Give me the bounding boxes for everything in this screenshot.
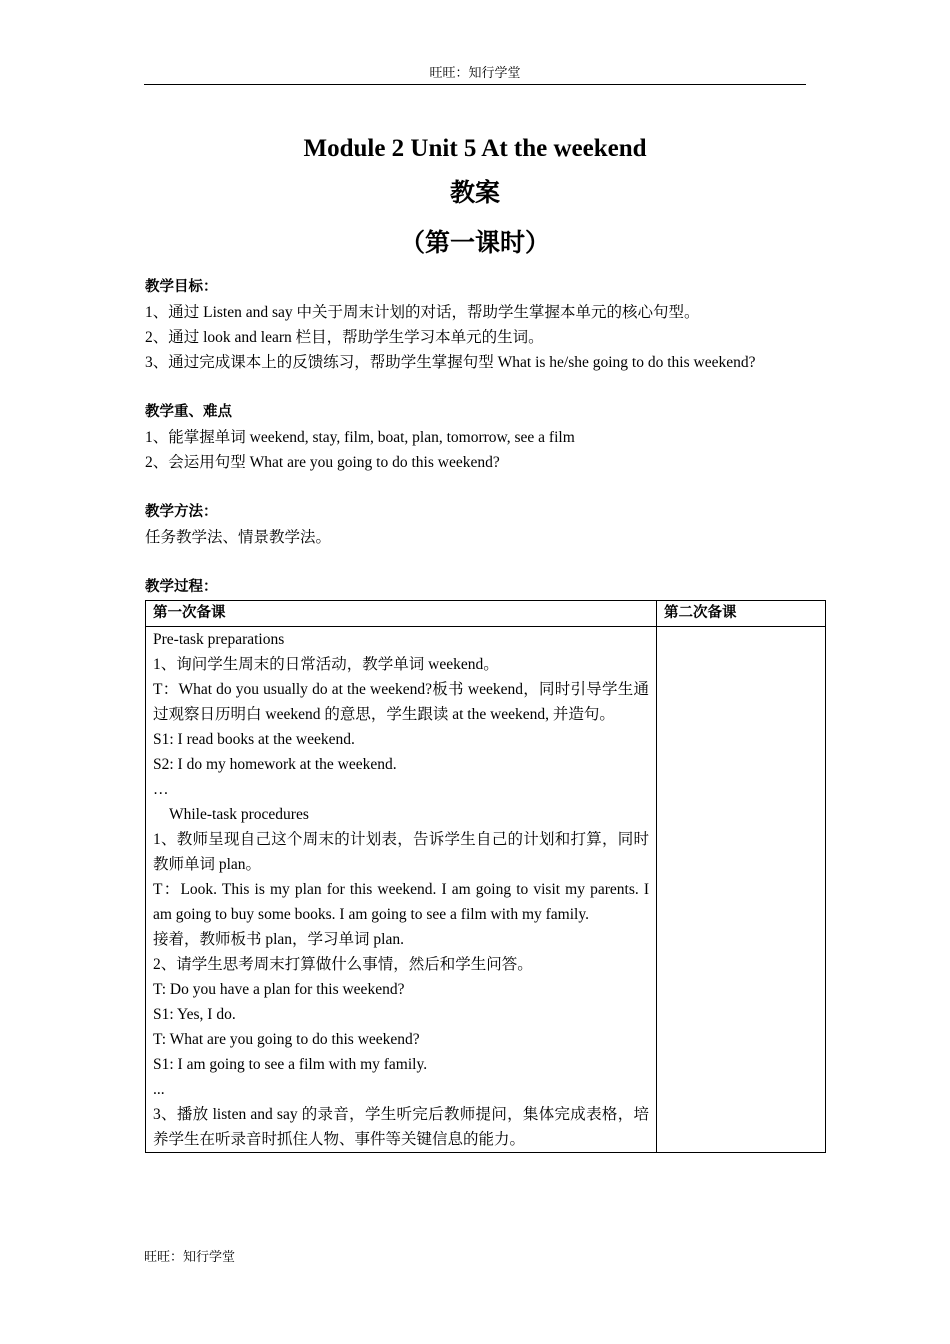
first-prep-cell — [146, 627, 657, 1153]
process-line: S1: I am going to see a film with my family. — [153, 1056, 428, 1073]
first-prep-header: 第一次备课 — [146, 601, 657, 627]
process-line: 2、请学生思考周末打算做什么事情，然后和学生问答。 — [153, 956, 533, 973]
process-line: S1: I read books at the weekend. — [153, 731, 355, 748]
key-points-heading: 教学重、难点 — [145, 404, 232, 420]
document-title: Module 2 Unit 5 At the weekend — [303, 135, 647, 162]
process-line: ... — [153, 1081, 165, 1098]
process-line: Pre-task preparations — [153, 631, 285, 648]
process-line: T: Do you have a plan for this weekend? — [153, 981, 405, 998]
objective-item: 2、通过 look and learn 栏目，帮助学生学习本单元的生词。 — [145, 329, 544, 346]
page-header: 旺旺：知行学堂 — [144, 64, 806, 85]
process-line: T：Look. This is my plan for this weekend. I am going to visit my parents. I am going to buy some books. I am going to see a film with my family. — [153, 881, 649, 923]
objective-item: 3、通过完成课本上的反馈练习，帮助学生掌握句型 What is he/she going to do this weekend? — [145, 354, 756, 371]
process-line: T：What do you usually do at the weekend?板书 weekend，同时引导学生通过观察日历明白 weekend 的意思，学生跟读 at the weekend, 并造句。 — [153, 681, 649, 723]
document-body — [145, 275, 825, 1153]
process-line: 1、询问学生周末的日常活动，教学单词 weekend。 — [153, 656, 499, 673]
title-block — [0, 130, 950, 268]
process-table — [145, 600, 826, 1153]
key-point-item: 1、能掌握单词 weekend, stay, film, boat, plan, tomorrow, see a film — [145, 429, 575, 446]
process-line: T: What are you going to do this weekend? — [153, 1031, 420, 1048]
objective-item: 1、通过 Listen and say 中关于周末计划的对话，帮助学生掌握本单元的核心句型。 — [145, 304, 700, 321]
methods-heading: 教学方法： — [145, 504, 218, 520]
process-line: S1: Yes, I do. — [153, 1006, 236, 1023]
process-heading: 教学过程： — [145, 579, 218, 595]
methods-text: 任务教学法、情景教学法。 — [145, 529, 332, 546]
process-line: 3、播放 listen and say 的录音，学生听完后教师提问，集体完成表格，培养学生在听录音时抓住人物、事件等关键信息的能力。 — [153, 1106, 649, 1148]
process-line: 接着，教师板书 plan，学习单词 plan. — [153, 931, 404, 948]
process-line: … — [153, 781, 169, 798]
lesson-number: （第一课时） — [399, 228, 550, 257]
process-line: 1、教师呈现自己这个周末的计划表，告诉学生自己的计划和打算，同时教师单词 plan。 — [153, 831, 649, 873]
key-point-item: 2、会运用句型 What are you going to do this weekend? — [145, 454, 500, 471]
process-line: While-task procedures — [169, 806, 309, 823]
page-footer: 旺旺：知行学堂 — [144, 1249, 236, 1264]
second-prep-cell — [657, 627, 826, 1153]
objectives-heading: 教学目标： — [145, 279, 218, 295]
process-line: S2: I do my homework at the weekend. — [153, 756, 397, 773]
document-subtitle: 教案 — [449, 178, 500, 207]
second-prep-header: 第二次备课 — [657, 601, 826, 627]
